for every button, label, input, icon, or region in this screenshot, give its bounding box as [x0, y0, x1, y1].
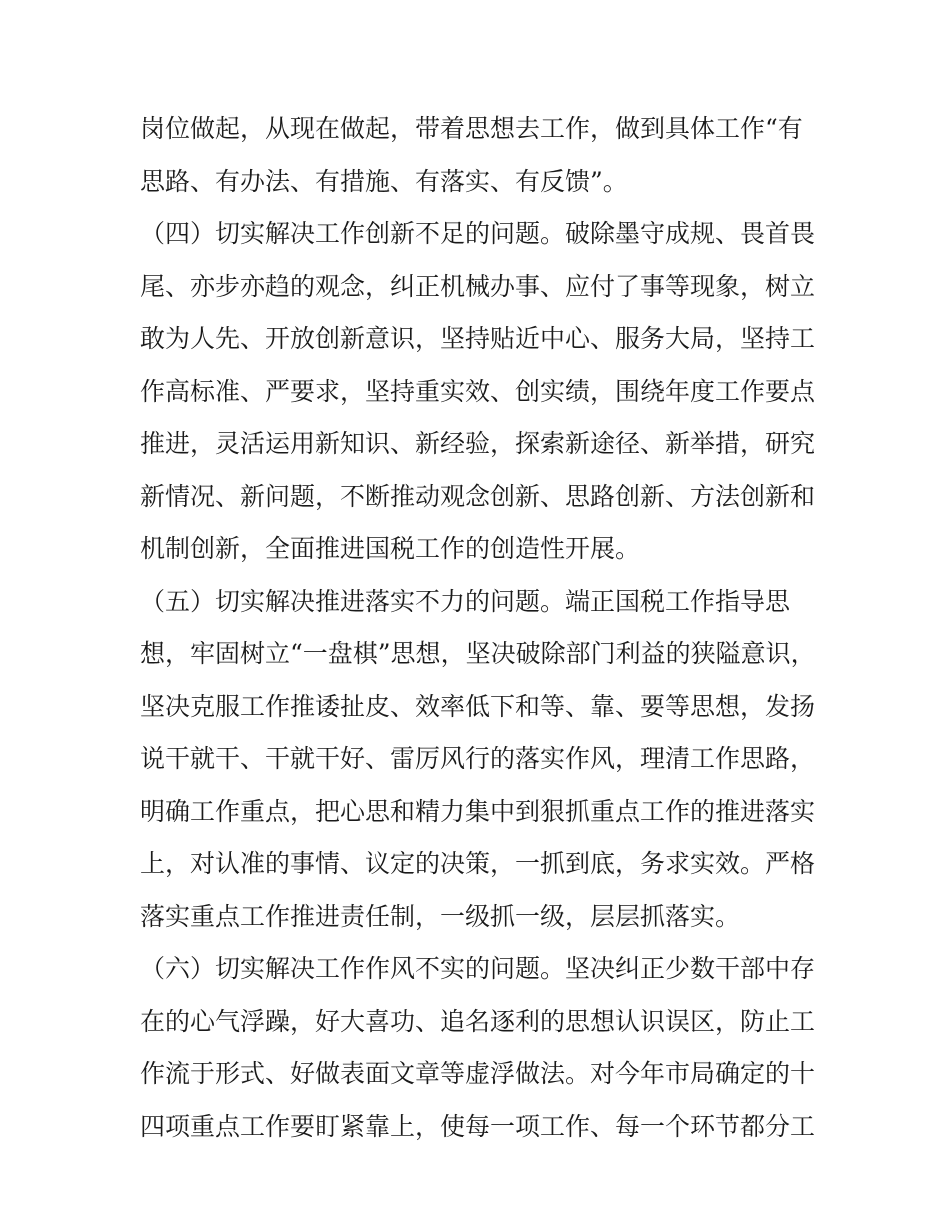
text-line: 新情况、新问题，不断推动观念创新、思路创新、方法创新和	[140, 481, 816, 511]
text-line: 作高标准、严要求，坚持重实效、创实绩，围绕年度工作要点	[140, 376, 816, 406]
text-line: 在的心气浮躁，好大喜功、追名逐利的思想认识误区，防止工	[140, 1006, 816, 1036]
text-line: 作流于形式、好做表面文章等虚浮做法。对今年市局确定的十	[140, 1059, 816, 1088]
text-line: 推进，灵活运用新知识、新经验，探索新途径、新举措，研究	[140, 429, 816, 458]
text-line: （四）切实解决工作创新不足的问题。破除墨守成规、畏首畏	[140, 219, 816, 248]
text-line: 落实重点工作推进责任制，一级抓一级，层层抓落实。	[140, 901, 741, 931]
text-line: 上，对认准的事情、议定的决策，一抓到底，务求实效。严格	[140, 849, 816, 878]
text-line: 尾、亦步亦趋的观念，纠正机械办事、应付了事等现象，树立	[140, 271, 816, 301]
text-line: 明确工作重点，把心思和精力集中到狠抓重点工作的推进落实	[140, 796, 816, 826]
text-line: （五）切实解决推进落实不力的问题。端正国税工作指导思	[140, 586, 791, 616]
text-line: 说干就干、干就干好、雷厉风行的落实作风，理清工作思路，	[140, 744, 816, 773]
text-line: 敢为人先、开放创新意识，坚持贴近中心、服务大局，坚持工	[140, 324, 816, 353]
text-line: 机制创新，全面推进国税工作的创造性开展。	[140, 534, 641, 563]
text-line: （六）切实解决工作作风不实的问题。坚决纠正少数干部中存	[140, 954, 816, 983]
text-line: 想，牢固树立“一盘棋”思想，坚决破除部门利益的狭隘意识，	[140, 639, 816, 668]
text-line: 四项重点工作要盯紧靠上，使每一项工作、每一个环节都分工	[140, 1111, 816, 1141]
text-line: 坚决克服工作推诿扯皮、效率低下和等、靠、要等思想，发扬	[140, 691, 816, 721]
text-line: 思路、有办法、有措施、有落实、有反馈”。	[140, 166, 628, 196]
body-text	[140, 103, 830, 1153]
text-line: 岗位做起，从现在做起，带着思想去工作，做到具体工作“有	[140, 114, 803, 143]
